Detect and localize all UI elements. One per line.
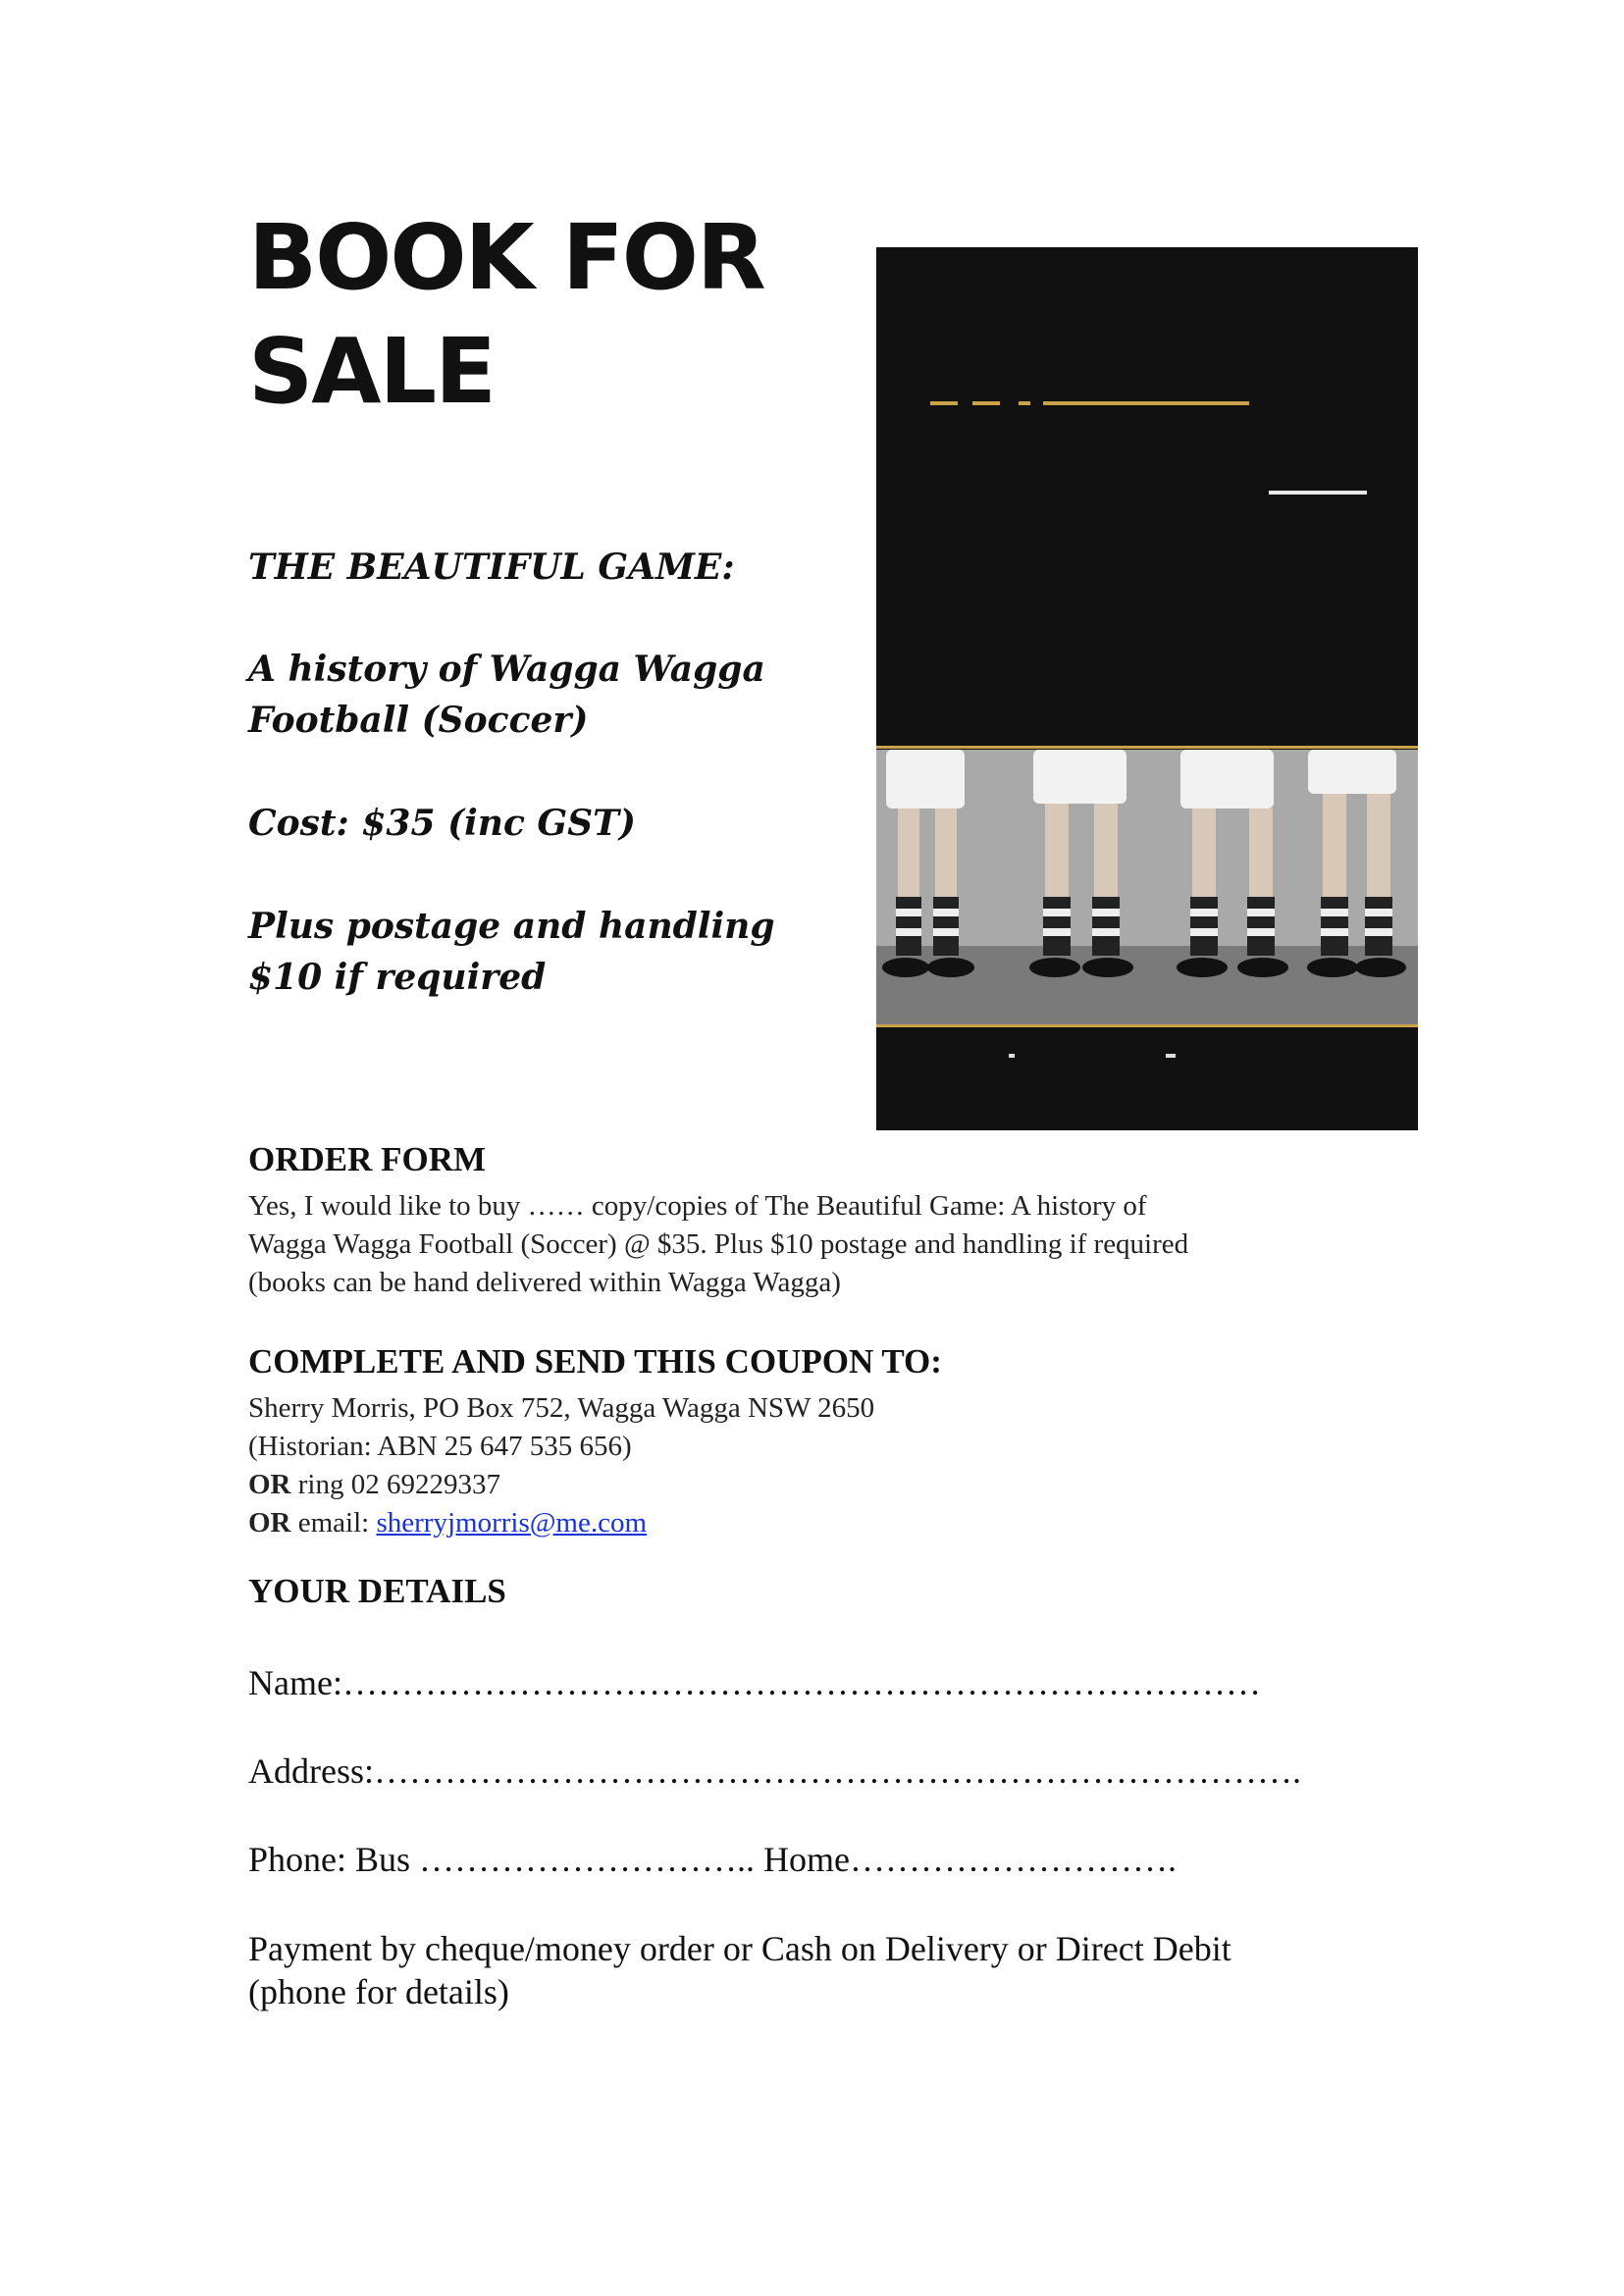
page-title [248, 201, 798, 429]
postage-line-1: Plus postage and handling [248, 906, 775, 947]
book-subtitle-line-1: A history of Wagga Wagga [248, 649, 765, 690]
order-form-text [248, 1187, 1377, 1302]
or-label: OR [248, 1507, 291, 1539]
book-title: THE BEAUTIFUL GAME: [248, 547, 735, 588]
title-line-2: SALE [248, 319, 495, 424]
cover-gold-rule [876, 746, 1418, 749]
book-cover-image [876, 247, 1418, 1130]
book-cost: Cost: $35 (inc GST) [248, 803, 636, 844]
coupon-address: Sherry Morris, PO Box 752, Wagga Wagga NSW 2650 [248, 1392, 875, 1424]
coupon-phone: ring 02 69229337 [290, 1469, 500, 1500]
coupon-abn: (Historian: ABN 25 647 535 656) [248, 1431, 632, 1462]
coupon-email-line [248, 1504, 1377, 1542]
payment-line-1: Payment by cheque/money order or Cash on Delivery or Direct Debit [248, 1929, 1231, 1968]
cover-subtitle-fragment [1269, 491, 1367, 495]
cover-title-fragment [972, 401, 1000, 405]
cover-title-fragment [930, 401, 958, 405]
order-form-line-2: Wagga Wagga Football (Soccer) @ $35. Plus $10 postage and handling if required [248, 1228, 1189, 1260]
payment-info [248, 1927, 1377, 2013]
email-label: email: [290, 1507, 377, 1539]
book-subtitle-line-2: Football (Soccer) [248, 700, 589, 741]
your-details-heading: YOUR DETAILS [248, 1572, 506, 1610]
name-field[interactable]: Name:…………………………………………………………………… [248, 1663, 1261, 1702]
postage-line-2: $10 if required [248, 957, 547, 998]
coupon-phone-line [248, 1466, 1377, 1504]
coupon-details [248, 1389, 1377, 1542]
coupon-heading: COMPLETE AND SEND THIS COUPON TO: [248, 1342, 942, 1381]
email-link[interactable]: sherryjmorris@me.com [376, 1507, 648, 1539]
address-field[interactable]: Address:……………………………………………………………………. [248, 1751, 1301, 1791]
cover-gold-rule [876, 1024, 1418, 1027]
players-legs-illustration [876, 750, 1418, 1024]
or-label: OR [248, 1469, 291, 1500]
cover-photo-players-legs [876, 750, 1418, 1024]
order-form-heading: ORDER FORM [248, 1140, 487, 1178]
cover-title-fragment [1019, 401, 1030, 405]
payment-line-2: (phone for details) [248, 1972, 509, 2011]
title-line-1: BOOK FOR [248, 205, 764, 310]
cover-author-fragment [1009, 1054, 1015, 1058]
cover-author-fragment [1166, 1054, 1176, 1058]
cover-title-fragment [1043, 401, 1249, 405]
phone-field[interactable]: Phone: Bus ……………………….. Home………………………. [248, 1840, 1178, 1879]
order-form-line-3: (books can be hand delivered within Wagga Wagga) [248, 1267, 841, 1298]
order-form-line-1: Yes, I would like to buy …… copy/copies of The Beautiful Game: A history of [248, 1190, 1147, 1222]
